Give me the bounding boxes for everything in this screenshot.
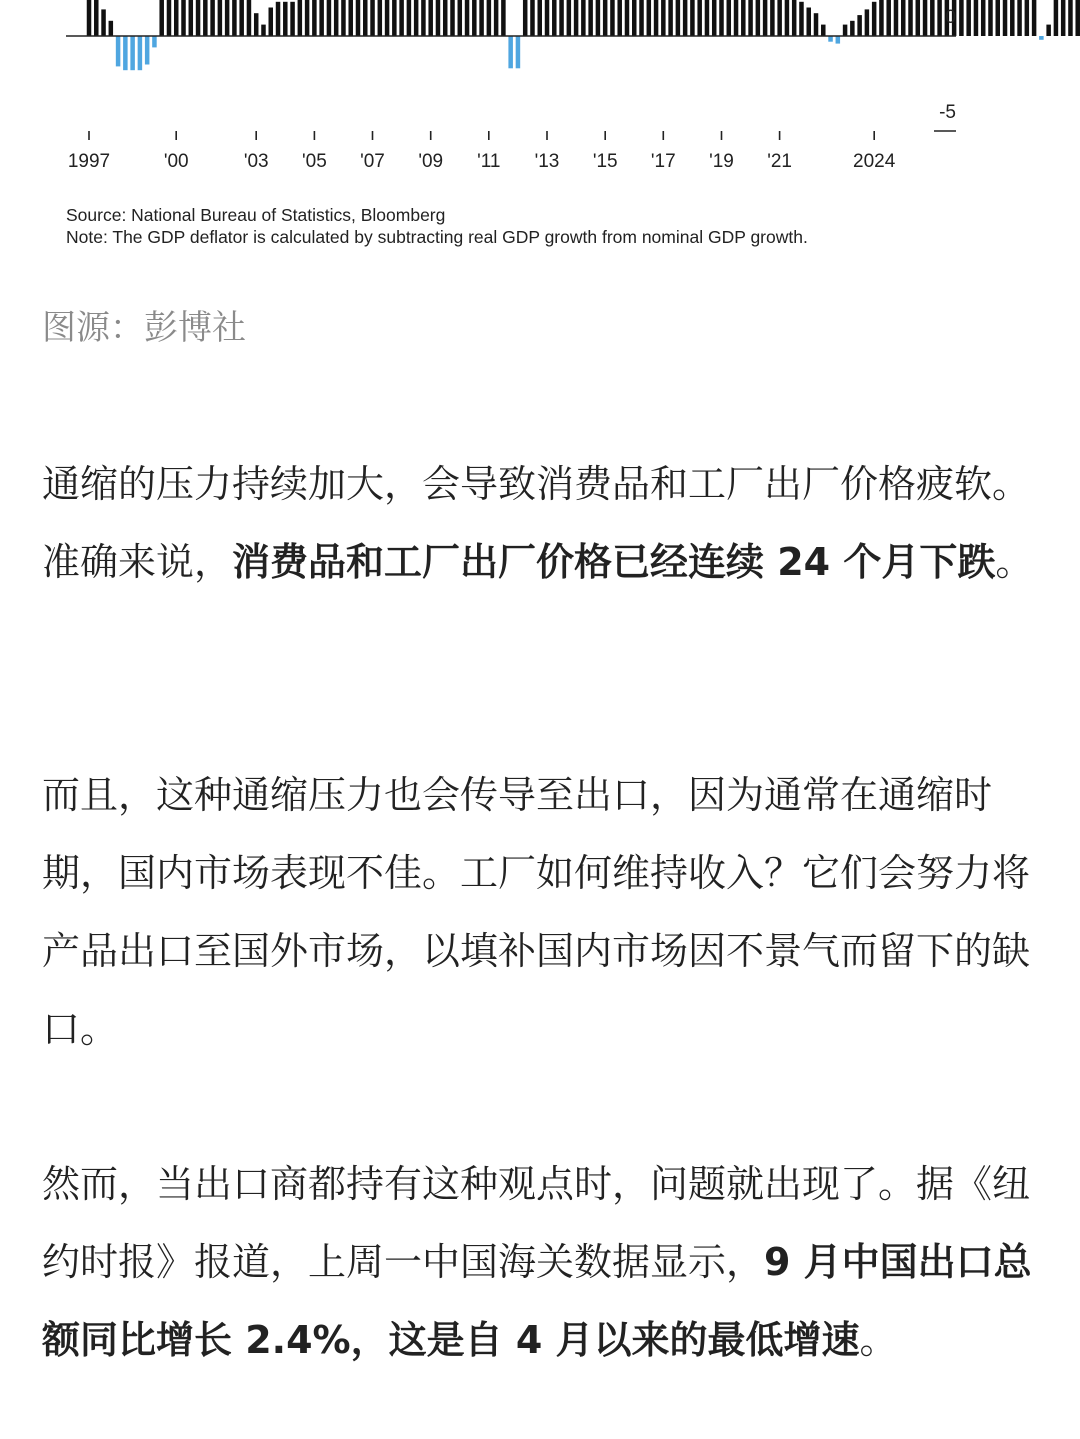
bar-positive <box>494 0 499 36</box>
bar-positive <box>298 0 303 36</box>
bar-positive <box>479 0 484 36</box>
x-tick-label: '09 <box>418 151 444 172</box>
bar-positive <box>254 13 259 36</box>
bar-positive <box>472 0 477 36</box>
bar-positive <box>908 0 913 36</box>
bar-positive <box>1061 0 1066 36</box>
bar-positive <box>647 0 652 36</box>
bar-positive <box>1046 25 1051 36</box>
x-tick-label: '11 <box>477 151 501 172</box>
bar-positive <box>94 0 99 36</box>
bar-positive <box>559 0 564 36</box>
bar-positive <box>763 0 768 36</box>
bar-negative <box>145 36 150 65</box>
bar-positive <box>407 0 412 36</box>
bar-positive <box>1054 0 1059 36</box>
bar-positive <box>232 0 237 36</box>
bar-positive <box>690 0 695 36</box>
bar-positive <box>705 0 710 36</box>
bar-positive <box>727 0 732 36</box>
bar-positive <box>770 0 775 36</box>
bar-positive <box>210 0 215 36</box>
bar-positive <box>341 0 346 36</box>
bar-positive <box>610 0 615 36</box>
bar-positive <box>799 2 804 36</box>
bar-positive <box>218 0 223 36</box>
bar-series <box>87 0 1080 70</box>
bar-positive <box>894 0 899 36</box>
bar-positive <box>174 0 179 36</box>
bar-negative <box>130 36 135 70</box>
bar-positive <box>392 0 397 36</box>
paragraph-text: 而且，这种通缩压力也会传导至出口，因为通常在通缩时期，国内市场表现不佳。工厂如何维持收入？它们会努力将产品出口至国外市场，以填补国内市场因不景气而留下的缺口。 <box>42 773 1031 1051</box>
bar-positive <box>1025 0 1030 36</box>
bar-positive <box>676 0 681 36</box>
bar-negative <box>516 36 521 68</box>
x-tick-label: '03 <box>243 151 269 172</box>
bar-positive <box>428 0 433 36</box>
bar-positive <box>937 0 942 36</box>
x-axis-ticks <box>68 131 896 172</box>
x-tick-label: 2024 <box>853 151 896 172</box>
bar-positive <box>290 2 295 36</box>
bar-positive <box>87 0 92 36</box>
bar-positive <box>661 0 666 36</box>
bar-positive <box>458 0 463 36</box>
x-tick-label: 1997 <box>67 151 111 172</box>
bar-positive <box>712 0 717 36</box>
bar-positive <box>814 13 819 36</box>
bar-positive <box>872 2 877 36</box>
bar-positive <box>588 0 593 36</box>
bar-positive <box>363 0 368 36</box>
paragraph <box>42 756 1042 1068</box>
bar-positive <box>996 0 1001 36</box>
bar-positive <box>806 8 811 37</box>
bar-positive <box>574 0 579 36</box>
paragraph-highlight: 9 月中国出口总额同比增长 2.4%，这是自 4 月以来的最低增速 <box>42 1240 1032 1362</box>
bar-positive <box>1003 0 1008 36</box>
bar-positive <box>792 0 797 36</box>
bar-positive <box>1010 0 1015 36</box>
x-tick-label: '21 <box>767 151 792 172</box>
bar-positive <box>436 0 441 36</box>
bar-positive <box>465 0 470 36</box>
bar-positive <box>225 0 230 36</box>
bar-positive <box>283 2 288 36</box>
bar-positive <box>552 0 557 36</box>
bar-negative <box>123 36 128 70</box>
paragraph-highlight: 消费品和工厂出厂价格已经连续 24 个月下跌 <box>232 540 996 584</box>
bar-positive <box>865 9 870 36</box>
bar-negative <box>836 36 841 44</box>
bar-positive <box>821 25 826 36</box>
x-tick-label: '00 <box>163 151 189 172</box>
bar-positive <box>886 0 891 36</box>
bar-positive <box>203 0 208 36</box>
bar-positive <box>530 0 535 36</box>
bar-positive <box>276 2 281 36</box>
bar-negative <box>1039 36 1044 40</box>
bar-positive <box>981 0 986 36</box>
bar-positive <box>239 0 244 36</box>
bar-positive <box>930 0 935 36</box>
bar-positive <box>305 0 310 36</box>
bar-positive <box>537 0 542 36</box>
bar-negative <box>152 36 157 47</box>
bar-positive <box>748 0 753 36</box>
bar-positive <box>378 0 383 36</box>
paragraph-end: 。 <box>859 1318 898 1362</box>
paragraph-end: 。 <box>995 540 1034 584</box>
bar-positive <box>756 0 761 36</box>
x-tick-label: '17 <box>650 151 676 172</box>
bar-positive <box>261 25 266 36</box>
bar-positive <box>334 0 339 36</box>
bar-positive <box>109 21 114 36</box>
x-tick-label: '15 <box>592 151 618 172</box>
bar-positive <box>370 0 375 36</box>
bar-positive <box>189 0 194 36</box>
bar-positive <box>181 0 186 36</box>
bar-positive <box>1032 0 1037 36</box>
bar-positive <box>327 0 332 36</box>
bar-positive <box>167 0 172 36</box>
bar-negative <box>508 36 513 68</box>
x-tick-label: '13 <box>534 151 560 172</box>
bar-positive <box>966 0 971 36</box>
bar-positive <box>741 0 746 36</box>
bar-positive <box>312 0 317 36</box>
bar-positive <box>443 0 448 36</box>
bar-positive <box>668 0 673 36</box>
bar-positive <box>843 25 848 36</box>
bar-positive <box>603 0 608 36</box>
bar-positive <box>356 0 361 36</box>
bar-positive <box>639 0 644 36</box>
bar-positive <box>596 0 601 36</box>
bar-positive <box>697 0 702 36</box>
source-note <box>66 204 808 248</box>
bar-negative <box>116 36 121 66</box>
y-tick-label: -5 <box>939 102 956 123</box>
x-tick-label: '07 <box>360 151 385 172</box>
bar-positive <box>617 0 622 36</box>
bar-positive <box>450 0 455 36</box>
bar-positive <box>974 0 979 36</box>
bar-positive <box>879 0 884 36</box>
bar-positive <box>159 0 164 36</box>
paragraph-text: 然而，当出口商都持有这种观点时，问题就出现了。据《纽约时报》报道，上周一中国海关数据显示， <box>42 1162 1031 1284</box>
bar-positive <box>785 0 790 36</box>
bar-positive <box>632 0 637 36</box>
bar-positive <box>421 0 426 36</box>
note-line: Note: The GDP deflator is calculated by subtracting real GDP growth from nominal GDP growth. <box>66 227 808 247</box>
bar-positive <box>348 0 353 36</box>
bar-positive <box>683 0 688 36</box>
bar-positive <box>901 0 906 36</box>
bar-positive <box>247 0 252 36</box>
y-tick-label: 0 <box>945 7 956 28</box>
bar-positive <box>988 0 993 36</box>
bar-positive <box>857 15 862 36</box>
bar-positive <box>319 0 324 36</box>
gdp-deflator-bar-chart <box>0 0 1080 180</box>
paragraph <box>42 1145 1042 1379</box>
bar-negative <box>138 36 143 70</box>
bar-positive <box>399 0 404 36</box>
bar-positive <box>101 9 106 36</box>
image-caption: 图源：彭博社 <box>42 308 246 348</box>
bar-positive <box>734 0 739 36</box>
bar-positive <box>719 0 724 36</box>
bar-positive <box>385 0 390 36</box>
bar-positive <box>1075 0 1080 36</box>
bar-positive <box>959 0 964 36</box>
x-tick-label: '19 <box>709 151 734 172</box>
bar-positive <box>269 8 274 37</box>
source-line: Source: National Bureau of Statistics, Bloomberg <box>66 205 446 225</box>
bar-negative <box>828 36 833 42</box>
bar-positive <box>414 0 419 36</box>
bar-positive <box>545 0 550 36</box>
bar-positive <box>581 0 586 36</box>
paragraph <box>42 445 1042 601</box>
bar-positive <box>567 0 572 36</box>
bar-positive <box>916 0 921 36</box>
bar-positive <box>1017 0 1022 36</box>
bar-positive <box>654 0 659 36</box>
bar-positive <box>777 0 782 36</box>
bar-positive <box>487 0 492 36</box>
bar-positive <box>923 0 928 36</box>
bar-positive <box>523 0 528 36</box>
bar-positive <box>196 0 201 36</box>
bar-positive <box>501 0 506 36</box>
x-tick-label: '05 <box>302 151 327 172</box>
bar-positive <box>1068 0 1073 36</box>
bar-positive <box>625 0 630 36</box>
bar-positive <box>850 21 855 36</box>
paragraph-text: 通缩的压力持续加大，会导致消费品和工厂出厂价格疲软。准确来说， <box>42 462 1031 584</box>
